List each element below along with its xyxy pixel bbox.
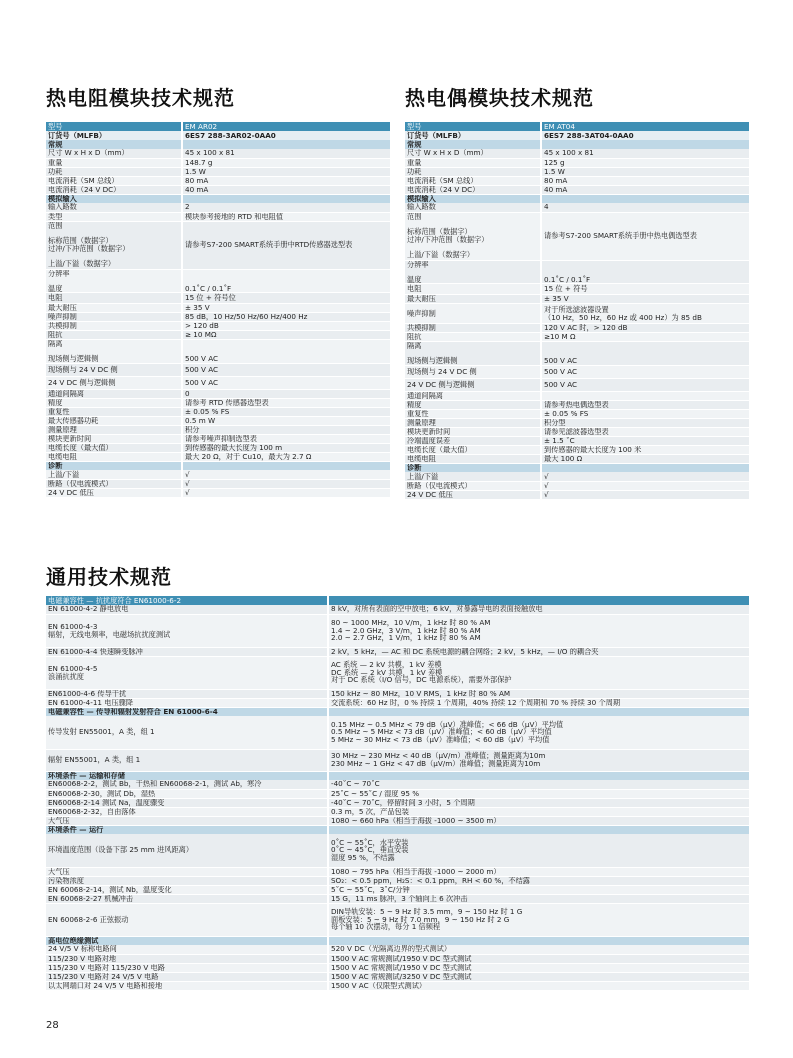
spec-value: 6ES7 288-3AR02-0AA0 — [182, 131, 390, 140]
spec-value: 0.15 MHz ~ 0.5 MHz < 79 dB（μV）准峰值；< 66 dB（μV）平均值 0.5 MHz ~ 5 MHz < 73 dB（μV）准峰值；< 60 dB（μV）平均值 5 MHz ~ 30 MHz < 73 dB（μV）准峰值；< 60 dB（μV）平均值 — [328, 716, 749, 749]
table-row — [46, 894, 749, 903]
spec-label: 断路（仅电流模式） — [405, 481, 541, 490]
spec-label: 功耗 — [405, 167, 541, 176]
spec-value: 80 mA — [182, 176, 390, 185]
table-row — [405, 333, 749, 342]
table-row — [46, 443, 390, 452]
spec-label: 范围 标称范围（数据字） 过冲/下冲范围（数据字） 上溢/下溢（数据字） — [405, 212, 541, 260]
spec-value: EM AT04 — [541, 122, 749, 131]
spec-label: 最大传感器功耗 — [46, 416, 182, 425]
spec-label: 通道间隔离 — [46, 389, 182, 398]
spec-label: EN 61000-4-3 辐射，无线电频率，电磁场抗扰度测试 — [46, 614, 328, 647]
spec-label: 115/230 V 电路对地 — [46, 954, 328, 963]
spec-label: 模拟输入 — [46, 194, 182, 203]
spec-value: 交流系统：60 Hz 时，0 % 持续 1 个周期，40% 持续 12 个周期和 70 % 持续 30 个周期 — [328, 698, 749, 707]
table-row — [405, 185, 749, 194]
spec-value: 1500 V AC 常规测试/1950 V DC 型式测试 — [328, 954, 749, 963]
spec-label: EN 60068-2-27 机械冲击 — [46, 894, 328, 903]
spec-label: 冷端温度误差 — [405, 436, 541, 445]
spec-value: 40 mA — [182, 185, 390, 194]
table-row — [405, 324, 749, 333]
table-row — [405, 158, 749, 167]
spec-label: 大气压 — [46, 816, 328, 825]
table-row — [46, 867, 749, 876]
spec-value: 30 MHz ~ 230 MHz < 40 dB（μV/m）准峰值；测量距离为10m 230 MHz ~ 1 GHz < 47 dB（μV/m）准峰值；测量距离为10m — [328, 749, 749, 771]
table-row — [46, 376, 390, 389]
spec-label: 电流消耗（24 V DC） — [405, 185, 541, 194]
spec-label: 共模抑制 — [405, 324, 541, 333]
table-row — [46, 158, 390, 167]
table-section — [46, 825, 749, 834]
spec-value: 6ES7 288-3AT04-0AA0 — [541, 131, 749, 140]
table-row — [46, 656, 749, 689]
spec-value: 500 V AC — [182, 376, 390, 389]
spec-value: 15 位 + 符号 — [541, 284, 749, 295]
spec-label: 24 V DC 侧与逻辑侧 — [46, 376, 182, 389]
spec-label: 功耗 — [46, 167, 182, 176]
spec-value: ± 1.5 ˚C — [541, 436, 749, 445]
spec-label: 型号 — [405, 122, 541, 131]
spec-value: > 120 dB — [182, 322, 390, 331]
spec-label: 共模抑制 — [46, 322, 182, 331]
table-row — [405, 454, 749, 463]
table-row — [405, 260, 749, 284]
table-row — [46, 331, 390, 340]
table-row — [405, 176, 749, 185]
table-row — [46, 885, 749, 894]
spec-value: √ — [541, 481, 749, 490]
spec-label: EN 61000-4-4 快速瞬变脉冲 — [46, 647, 328, 656]
spec-value: ± 0.05 % FS — [541, 409, 749, 418]
spec-label: 分辨率 温度 — [46, 269, 182, 293]
spec-label: 常规 — [46, 140, 182, 149]
spec-label: 24 V DC 低压 — [46, 488, 182, 497]
spec-value: 2 kV，5 kHz，— AC 和 DC 系统电源的耦合网络；2 kV，5 kHz，— I/O 的耦合夹 — [328, 647, 749, 656]
table-row — [46, 614, 749, 647]
spec-label: 测量原理 — [46, 425, 182, 434]
spec-label: 现场侧与 24 V DC 侧 — [46, 363, 182, 376]
table-row — [405, 342, 749, 366]
spec-value: 模块参考接地的 RTD 和电阻值 — [182, 212, 390, 221]
table-row — [46, 149, 390, 158]
table-section — [405, 463, 749, 472]
spec-label: EN 61000-4-2 静电放电 — [46, 605, 328, 614]
table-row — [405, 409, 749, 418]
table-row — [46, 972, 749, 981]
table-row — [405, 490, 749, 499]
spec-value: 0.1˚C / 0.1˚F — [541, 260, 749, 284]
table-row — [46, 203, 390, 212]
spec-label: 测量原理 — [405, 418, 541, 427]
table-section — [405, 194, 749, 203]
spec-value: 最大 100 Ω — [541, 454, 749, 463]
table-row — [46, 185, 390, 194]
spec-value: 请参考 RTD 传感器选型表 — [182, 398, 390, 407]
spec-value — [328, 771, 749, 780]
tc-spec-table — [405, 122, 749, 500]
table-row — [46, 834, 749, 867]
table-row — [46, 689, 749, 698]
table-section — [405, 140, 749, 149]
table-row — [46, 605, 749, 614]
spec-label: 噪声抑制 — [46, 313, 182, 322]
table-row — [46, 963, 749, 972]
spec-value: 1500 V AC（仅限型式测试） — [328, 981, 749, 990]
table-row — [46, 407, 390, 416]
spec-value — [182, 461, 390, 470]
spec-value: 1.5 W — [182, 167, 390, 176]
spec-value: 500 V AC — [541, 342, 749, 366]
spec-value: SO₂：< 0.5 ppm，H₂S：< 0.1 ppm，RH < 60 %，不结露 — [328, 876, 749, 885]
table-row — [46, 452, 390, 461]
spec-value — [182, 194, 390, 203]
spec-value — [328, 596, 749, 605]
spec-value: 5˚C ~ 55˚C，3˚C/分钟 — [328, 885, 749, 894]
spec-label: 环境温度范围（设备下部 25 mm 进风距离） — [46, 834, 328, 867]
spec-value: 请参考热电偶选型表 — [541, 400, 749, 409]
spec-value: 0.1˚C / 0.1˚F — [182, 269, 390, 293]
tc-title: 热电偶模块技术规范 — [405, 86, 594, 110]
table-row — [46, 340, 390, 364]
table-row — [46, 780, 749, 789]
spec-value: ± 0.05 % FS — [182, 407, 390, 416]
spec-label: 上溢/下溢 — [405, 472, 541, 481]
spec-value: 45 x 100 x 81 — [541, 149, 749, 158]
table-row — [46, 398, 390, 407]
spec-label: 类型 — [46, 212, 182, 221]
spec-label: 115/230 V 电路对 24 V/5 V 电路 — [46, 972, 328, 981]
table-row — [405, 149, 749, 158]
table-row — [46, 470, 390, 479]
table-row — [405, 378, 749, 391]
spec-label: 重量 — [405, 158, 541, 167]
spec-value: 2 — [182, 203, 390, 212]
table-row — [405, 481, 749, 490]
table-row — [405, 365, 749, 378]
spec-label: 模块更新时间 — [46, 434, 182, 443]
rtd-title: 热电阻模块技术规范 — [46, 86, 235, 110]
spec-value: 请参考噪声抑制选型表 — [182, 434, 390, 443]
spec-label: 重复性 — [405, 409, 541, 418]
spec-label: 电阻 — [46, 293, 182, 304]
spec-value: 1500 V AC 常规测试/3250 V DC 型式测试 — [328, 972, 749, 981]
table-row — [405, 427, 749, 436]
spec-value: ± 35 V — [182, 304, 390, 313]
spec-value: ≥ 10 MΩ — [182, 331, 390, 340]
table-row — [46, 304, 390, 313]
table-section — [46, 936, 749, 945]
table-section — [46, 707, 749, 716]
spec-label: EN 61000-4-5 浪涌抗扰度 — [46, 656, 328, 689]
table-row — [46, 212, 390, 221]
spec-label: 隔离 现场侧与逻辑侧 — [405, 342, 541, 366]
table-row — [46, 131, 390, 140]
spec-value — [328, 707, 749, 716]
spec-label: 污染物浓度 — [46, 876, 328, 885]
table-row — [46, 176, 390, 185]
table-row — [46, 807, 749, 816]
table-row — [46, 981, 749, 990]
spec-value: √ — [541, 490, 749, 499]
table-row — [405, 445, 749, 454]
table-row — [46, 716, 749, 749]
spec-label: 现场侧与 24 V DC 侧 — [405, 365, 541, 378]
table-row — [46, 816, 749, 825]
spec-value: 1080 ~ 660 hPa（相当于海拔 -1000 ~ 3500 m） — [328, 816, 749, 825]
spec-label: 精度 — [405, 400, 541, 409]
table-row — [46, 416, 390, 425]
spec-label: 电缆电阻 — [405, 454, 541, 463]
spec-label: 传导发射 EN55001，A 类，组 1 — [46, 716, 328, 749]
table-row — [46, 167, 390, 176]
spec-label: EN 60068-2-14，测试 Nb，温度变化 — [46, 885, 328, 894]
spec-value: 80 mA — [541, 176, 749, 185]
spec-label: 环境条件 — 运输和存储 — [46, 771, 328, 780]
spec-label: EN60068-2-14 测试 Na，温度骤变 — [46, 798, 328, 807]
spec-label: 24 V DC 低压 — [405, 490, 541, 499]
spec-value: EM AR02 — [182, 122, 390, 131]
spec-label: EN61000-4-6 传导干扰 — [46, 689, 328, 698]
spec-label: 上溢/下溢 — [46, 470, 182, 479]
spec-label: 24 V DC 侧与逻辑侧 — [405, 378, 541, 391]
spec-label: 电阻 — [405, 284, 541, 295]
spec-value: 到传感器的最大长度为 100 米 — [541, 445, 749, 454]
spec-value: AC 系统 — 2 kV 共模，1 kV 差模 DC 系统 — 2 kV 共模，1 kV 差模 对于 DC 系统（I/O 信号，DC 电源系统），需要外部保护 — [328, 656, 749, 689]
spec-label: 大气压 — [46, 867, 328, 876]
table-row — [405, 436, 749, 445]
table-row — [46, 221, 390, 269]
spec-value: -40˚C ~ 70˚C — [328, 780, 749, 789]
spec-label: 诊断 — [46, 461, 182, 470]
spec-value: 1500 V AC 常规测试/1950 V DC 型式测试 — [328, 963, 749, 972]
spec-value: 125 g — [541, 158, 749, 167]
spec-label: 尺寸 W x H x D（mm） — [46, 149, 182, 158]
table-section — [46, 771, 749, 780]
spec-label: 模拟输入 — [405, 194, 541, 203]
spec-value — [182, 140, 390, 149]
table-row — [46, 954, 749, 963]
spec-label: 最大耐压 — [46, 304, 182, 313]
spec-label: 模块更新时间 — [405, 427, 541, 436]
spec-value: 15 位 + 符号位 — [182, 293, 390, 304]
table-row — [405, 284, 749, 295]
spec-value: 对于所选滤波器设置 （10 Hz，50 Hz，60 Hz 或 400 Hz）为 85 dB — [541, 304, 749, 324]
table-row — [405, 304, 749, 324]
spec-label: 高电位绝缘测试 — [46, 936, 328, 945]
table-row — [46, 749, 749, 771]
spec-label: EN 60068-2-6 正弦振动 — [46, 903, 328, 936]
table-row — [46, 434, 390, 443]
spec-value: 15 G，11 ms 脉冲，3 个轴向上 6 次冲击 — [328, 894, 749, 903]
table-row — [405, 167, 749, 176]
spec-label: 型号 — [46, 122, 182, 131]
spec-label: EN60068-2-2，测试 Bb，干热和 EN60068-2-1，测试 Ab，寒冷 — [46, 780, 328, 789]
spec-value — [541, 140, 749, 149]
spec-value: 520 V DC（光隔离边界的型式测试） — [328, 945, 749, 954]
table-section — [46, 461, 390, 470]
spec-value: √ — [541, 472, 749, 481]
spec-value — [541, 194, 749, 203]
table-row — [46, 479, 390, 488]
spec-label: 电流消耗（SM 总线） — [405, 176, 541, 185]
spec-value: 40 mA — [541, 185, 749, 194]
spec-label: 电磁兼容性 — 传导和辐射发射符合 EN 61000-6-4 — [46, 707, 328, 716]
spec-value: 25˚C ~ 55˚C / 湿度 95 % — [328, 789, 749, 798]
general-spec-table — [46, 596, 749, 991]
spec-value: 0.5 m W — [182, 416, 390, 425]
table-header — [46, 122, 390, 131]
table-row — [46, 313, 390, 322]
spec-value: 4 — [541, 203, 749, 212]
spec-label: 输入路数 — [46, 203, 182, 212]
spec-value: 0 — [182, 389, 390, 398]
table-row — [46, 363, 390, 376]
table-header — [405, 122, 749, 131]
spec-label: 诊断 — [405, 463, 541, 472]
spec-label: EN 61000-4-11 电压骤降 — [46, 698, 328, 707]
table-row — [46, 698, 749, 707]
spec-value: 148.7 g — [182, 158, 390, 167]
spec-label: 噪声抑制 — [405, 304, 541, 324]
spec-value: 请参见滤波器选型表 — [541, 427, 749, 436]
table-row — [46, 647, 749, 656]
spec-label: 尺寸 W x H x D（mm） — [405, 149, 541, 158]
spec-label: EN60068-2-32，自由落体 — [46, 807, 328, 816]
spec-value: 150 kHz ~ 80 MHz，10 V RMS，1 kHz 时 80 % AM — [328, 689, 749, 698]
spec-value: 请参考S7-200 SMART系统手册中RTD传感器选型表 — [182, 221, 390, 269]
table-row — [46, 389, 390, 398]
table-row — [405, 400, 749, 409]
spec-label: 阻抗 — [46, 331, 182, 340]
table-row — [46, 789, 749, 798]
spec-label: 分辨率 温度 — [405, 260, 541, 284]
spec-value: ± 35 V — [541, 295, 749, 304]
spec-value: 85 dB，10 Hz/50 Hz/60 Hz/400 Hz — [182, 313, 390, 322]
spec-label: 24 V/5 V 标称电路间 — [46, 945, 328, 954]
table-section — [46, 194, 390, 203]
spec-value: 500 V AC — [541, 378, 749, 391]
table-section — [46, 140, 390, 149]
spec-label: 隔离 现场侧与逻辑侧 — [46, 340, 182, 364]
spec-label: 环境条件 — 运行 — [46, 825, 328, 834]
table-row — [405, 203, 749, 212]
spec-value: 积分型 — [541, 418, 749, 427]
spec-value: 0.3 m，5 次，产品包装 — [328, 807, 749, 816]
spec-label: 电缆长度（最大值） — [46, 443, 182, 452]
table-row — [405, 418, 749, 427]
spec-value: 500 V AC — [541, 365, 749, 378]
spec-value — [328, 936, 749, 945]
page-number: 28 — [46, 1020, 59, 1031]
spec-label: 断路（仅电流模式） — [46, 479, 182, 488]
spec-value: √ — [182, 479, 390, 488]
spec-value: DIN导轨安装：5 ~ 9 Hz 时 3.5 mm，9 ~ 150 Hz 时 1 G 面板安装：5 ~ 9 Hz 时 7.0 mm，9 ~ 150 Hz 时 2 G 每个轴 10 次摆动，每分 1 倍频程 — [328, 903, 749, 936]
table-row — [46, 322, 390, 331]
spec-value: 8 kV，对所有表面的空中放电；6 kV，对暴露导电的表面接触放电 — [328, 605, 749, 614]
spec-value: √ — [182, 488, 390, 497]
spec-label: 电流消耗（24 V DC） — [46, 185, 182, 194]
spec-label: 电缆电阻 — [46, 452, 182, 461]
spec-value: 500 V AC — [182, 340, 390, 364]
table-row — [46, 876, 749, 885]
rtd-spec-table — [46, 122, 390, 498]
table-row — [46, 269, 390, 293]
table-row — [405, 391, 749, 400]
spec-label: 电磁兼容性 — 抗扰度符合 EN61000-6-2 — [46, 596, 328, 605]
spec-value: -40˚C ~ 70˚C，停留时间 3 小时，5 个周期 — [328, 798, 749, 807]
spec-label: 电缆长度（最大值） — [405, 445, 541, 454]
spec-label: 电流消耗（SM 总线） — [46, 176, 182, 185]
spec-value: √ — [182, 470, 390, 479]
spec-value: 0˚C ~ 55˚C，水平安装 0˚C ~ 45˚C，垂直安装 湿度 95 %，不结露 — [328, 834, 749, 867]
table-row — [405, 131, 749, 140]
spec-value: 45 x 100 x 81 — [182, 149, 390, 158]
spec-label: 输入路数 — [405, 203, 541, 212]
spec-label: 最大耐压 — [405, 295, 541, 304]
spec-label: 通道间隔离 — [405, 391, 541, 400]
general-title: 通用技术规范 — [46, 565, 172, 589]
spec-label: 重量 — [46, 158, 182, 167]
table-row — [46, 945, 749, 954]
spec-value: 积分 — [182, 425, 390, 434]
table-row — [46, 488, 390, 497]
table-row — [46, 425, 390, 434]
spec-value: ≥10 M Ω — [541, 333, 749, 342]
spec-label: 115/230 V 电路对 115/230 V 电路 — [46, 963, 328, 972]
spec-label: 精度 — [46, 398, 182, 407]
spec-label: 重复性 — [46, 407, 182, 416]
spec-value: 500 V AC — [182, 363, 390, 376]
spec-value: 1080 ~ 795 hPa（相当于海拔 -1000 ~ 2000 m） — [328, 867, 749, 876]
spec-label: 订货号（MLFB） — [46, 131, 182, 140]
spec-label: 订货号（MLFB） — [405, 131, 541, 140]
spec-value: 最大 20 Ω，对于 Cu10，最大为 2.7 Ω — [182, 452, 390, 461]
spec-value — [541, 391, 749, 400]
spec-value: 到传感器的最大长度为 100 m — [182, 443, 390, 452]
spec-value: 1.5 W — [541, 167, 749, 176]
table-row — [46, 798, 749, 807]
table-row — [405, 472, 749, 481]
spec-label: 辐射 EN55001，A 类，组 1 — [46, 749, 328, 771]
spec-value — [541, 463, 749, 472]
spec-label: 常规 — [405, 140, 541, 149]
spec-label: 范围 标称范围（数据字） 过冲/下冲范围（数据字） 上溢/下溢（数据字） — [46, 221, 182, 269]
table-header — [46, 596, 749, 605]
spec-value: 请参考S7-200 SMART系统手册中热电偶选型表 — [541, 212, 749, 260]
spec-label: 阻抗 — [405, 333, 541, 342]
table-row — [405, 295, 749, 304]
spec-label: 以太网端口对 24 V/5 V 电路和接地 — [46, 981, 328, 990]
spec-label: EN60068-2-30，测试 Db，湿热 — [46, 789, 328, 798]
spec-value: 80 ~ 1000 MHz，10 V/m，1 kHz 时 80 % AM 1.4 ~ 2.0 GHz，3 V/m，1 kHz 时 80 % AM 2.0 ~ 2.7 GHz，1 V/m，1 kHz 时 80 % AM — [328, 614, 749, 647]
table-row — [405, 212, 749, 260]
table-row — [46, 293, 390, 304]
spec-value — [328, 825, 749, 834]
spec-value: 120 V AC 时，> 120 dB — [541, 324, 749, 333]
table-row — [46, 903, 749, 936]
